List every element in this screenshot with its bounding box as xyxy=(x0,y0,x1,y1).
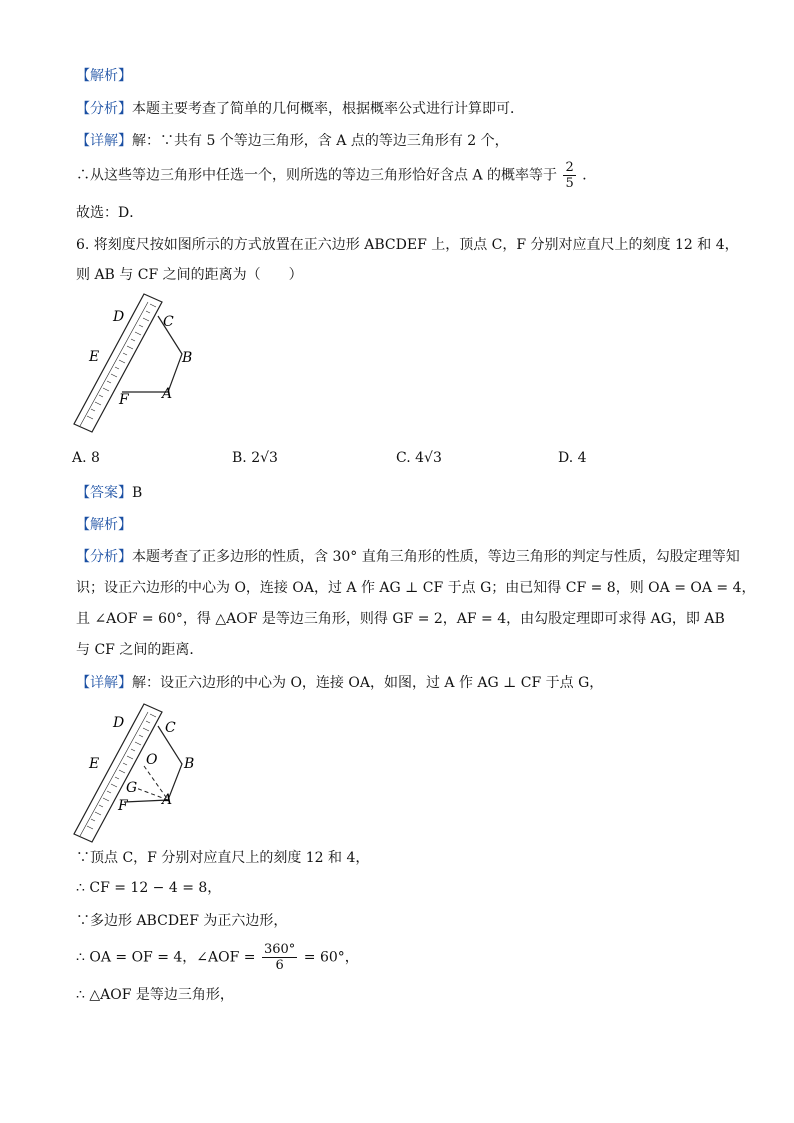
angle-fraction-numerator: 360° xyxy=(263,942,296,957)
detail-2-tag: 【详解】 xyxy=(76,675,132,691)
answer-choice-line: 故选：D． xyxy=(76,205,144,221)
step-4-post: = 60°， xyxy=(303,949,359,966)
detail-line xyxy=(76,131,509,151)
analysis-2-line2: 识；设正六边形的中心为 O，连接 OA，过 A 作 AG ⊥ CF 于点 G；由已知得 CF = 8，则 OA = OA = 4， xyxy=(76,580,756,596)
label-f: F xyxy=(119,392,129,408)
analysis-tag: 【分析】 xyxy=(76,101,132,117)
analysis-2-text1: 本题考查了正多边形的性质，含 30° 直角三角形的性质，等边三角形的判定与性质，勾股定理等知 xyxy=(132,549,740,565)
detail-2-line xyxy=(76,673,603,693)
analysis-2-line1 xyxy=(76,547,740,567)
analysis-2-line3: 且 ∠AOF = 60°，得 △AOF 是等边三角形，则得 GF = 2，AF = 4，由勾股定理即可求得 AG，即 AB xyxy=(76,611,725,627)
probability-fraction xyxy=(563,160,575,191)
answer-value: B xyxy=(132,485,143,501)
label-e: E xyxy=(89,349,100,365)
fraction-numerator: 2 xyxy=(565,160,574,175)
question-6-line2: 则 AB 与 CF 之间的距离为（ ） xyxy=(76,267,303,283)
angle-fraction-denominator: 6 xyxy=(275,958,284,973)
label2-a: A xyxy=(162,792,173,808)
detail-2-text: 解：设正六边形的中心为 O，连接 OA，如图，过 A 作 AG ⊥ CF 于点 G， xyxy=(132,675,604,691)
figure-ruler-hexagon-2 xyxy=(66,700,206,850)
step-3: ∵多边形 ABCDEF 为正六边形， xyxy=(76,913,288,929)
option-c: C. 4√3 xyxy=(396,450,442,466)
angle-fraction xyxy=(262,942,297,973)
figure-ruler-hexagon-1 xyxy=(66,290,206,440)
label2-f: F xyxy=(118,798,128,814)
answer-line xyxy=(76,483,142,503)
label-c: C xyxy=(163,314,174,330)
conclusion-line xyxy=(76,160,596,191)
analysis-line xyxy=(76,99,524,119)
label2-c: C xyxy=(165,720,176,736)
analysis-text: 本题主要考查了简单的几何概率，根据概率公式进行计算即可． xyxy=(132,101,524,117)
label2-e: E xyxy=(89,756,100,772)
label-a: A xyxy=(162,386,173,402)
jiexi-heading-2: 【解析】 xyxy=(76,517,132,533)
label-d: D xyxy=(113,309,125,325)
step-4 xyxy=(76,942,359,973)
label2-b: B xyxy=(184,756,195,772)
label2-d: D xyxy=(113,715,125,731)
option-d: D. 4 xyxy=(558,450,587,466)
label2-o: O xyxy=(146,752,158,768)
jiexi-heading: 【解析】 xyxy=(76,68,132,84)
label-b: B xyxy=(182,350,193,366)
conclusion-post: ． xyxy=(582,167,597,184)
step-2: ∴ CF = 12 − 4 = 8， xyxy=(76,880,222,896)
detail-text: 解：∵共有 5 个等边三角形，含 A 点的等边三角形有 2 个， xyxy=(132,133,509,149)
step-4-pre: ∴ OA = OF = 4，∠AOF = xyxy=(76,949,256,966)
step-5: ∴ △AOF 是等边三角形， xyxy=(76,987,234,1003)
label2-g: G xyxy=(126,780,138,796)
answer-tag: 【答案】 xyxy=(76,485,132,501)
fraction-denominator: 5 xyxy=(565,176,574,191)
option-b: B. 2√3 xyxy=(232,450,278,466)
analysis-2-tag: 【分析】 xyxy=(76,549,132,565)
analysis-2-line4: 与 CF 之间的距离． xyxy=(76,642,204,658)
question-6-line1: 6. 将刻度尺按如图所示的方式放置在正六边形 ABCDEF 上，顶点 C，F 分别对应直尺上的刻度 12 和 4， xyxy=(76,237,739,253)
detail-tag: 【详解】 xyxy=(76,133,132,149)
conclusion-pre: ∴从这些等边三角形中任选一个，则所选的等边三角形恰好含点 A 的概率等于 xyxy=(76,167,558,184)
step-1: ∵顶点 C，F 分别对应直尺上的刻度 12 和 4， xyxy=(76,850,370,866)
option-a: A. 8 xyxy=(72,450,100,466)
